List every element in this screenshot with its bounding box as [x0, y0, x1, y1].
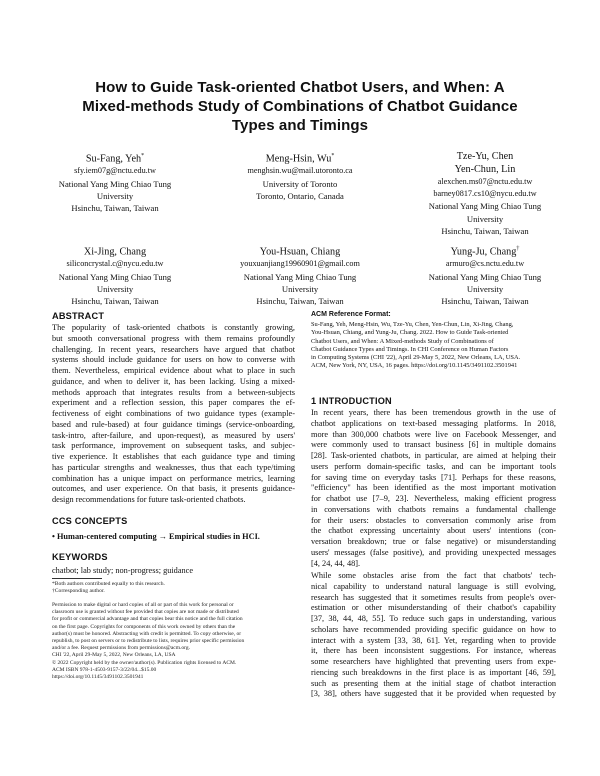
text-line: republish, to post on servers or to redistribute to lists, requires prior specific permission: [52, 638, 245, 645]
text-line: challenging. In recent years, researchers have argued that chatbot: [52, 344, 295, 354]
introduction-body: [311, 408, 556, 569]
text-line: for profit or commercial advantage and that copies bear this notice and the full citation: [52, 616, 243, 623]
text-line: experiment and a reflection session, this paper compares the ef-: [52, 398, 295, 408]
author-name: Su-Fang, Yeh*: [85, 153, 145, 165]
paper-title: [60, 78, 540, 135]
text-line: based and rule-based) at four guidance timings (service-onboarding,: [52, 419, 295, 429]
footnote-rule: [52, 578, 102, 579]
text-line: Su-Fang, Yeh, Meng-Hsin, Wu, Tze-Yu, Chen, Yen-Chun, Lin, Xi-Jing, Chang,: [311, 321, 514, 328]
text-line: systems should include guidance for users on how to converse with: [52, 355, 295, 365]
permission-notice: [52, 602, 295, 681]
text-line: "efficiency" has been identified as the most important motivation: [311, 483, 556, 493]
text-line: ACM, New York, NY, USA, 16 pages. https://doi.org/10.1145/3491102.3501941: [311, 362, 518, 370]
text-line: and/or a fee. Request permissions from permissions@acm.org.: [52, 645, 191, 652]
text-line: methods approach that integrates results from a between-subjects: [52, 387, 295, 397]
text-line: some researchers have highlighted that preventing users from expe-: [311, 657, 556, 666]
text-line: nical capability to understand natural language is still evolving,: [311, 581, 556, 591]
text-line: chatbot applications on text-based messaging platforms. In 2018,: [311, 418, 556, 428]
author-block: [215, 243, 385, 307]
text-line: were commonly used to transact business [6] in multiple domains: [311, 440, 556, 450]
text-line: [4, 24, 44, 48].: [311, 558, 361, 568]
author-name: Yen-Chun, Lin: [454, 164, 516, 175]
keywords-text: chatbot; lab study; non-progress; guidance: [52, 566, 194, 575]
author-block: [30, 150, 200, 214]
text-line: task performance, improvement on subsequent tasks, and subjec-: [52, 441, 295, 451]
text-line: In recent years, there has been tremendous growth in the use of: [311, 408, 556, 417]
author-block: [215, 150, 385, 202]
acm-reference-text: [311, 321, 556, 371]
introduction-body-p2: [311, 571, 556, 700]
author-affiliation: Hsinchu, Taiwan, Taiwan: [256, 296, 344, 306]
text-line: task-intro, after-failure, and upon-request), as measured by users': [52, 430, 295, 440]
author-affiliation: Hsinchu, Taiwan, Taiwan: [71, 296, 159, 306]
text-line: CHI '22, April 29-May 5, 2022, New Orleans, LA, USA: [52, 652, 176, 659]
author-email[interactable]: menghsin.wu@mail.utoronto.ca: [247, 166, 353, 176]
ccs-heading: CCS CONCEPTS: [52, 516, 128, 526]
text-line: You-Hsuan, Chiang, and Yung-Ju, Chang. 2022. How to Guide Task-oriented: [311, 329, 509, 337]
text-line: on the first page. Copyrights for components of this work owned by others than the: [52, 623, 236, 630]
text-line: it, there has been inconsistent suggestions. For instance, whereas: [311, 646, 556, 656]
text-line: [37, 38, 44, 48, 55]. To reduce such gaps in understanding, various: [311, 614, 556, 623]
author-affiliation: National Yang Ming Chiao Tung: [58, 178, 172, 189]
author-affiliation: University: [466, 283, 504, 294]
author-affiliation: National Yang Ming Chiao Tung: [243, 271, 357, 282]
author-block: [400, 243, 570, 307]
footnote: †Corresponding author.: [52, 588, 105, 594]
text-line: but smooth conversational progress with them remains profoundly: [52, 333, 295, 343]
text-line: them. Nevertheless, empirical evidence about what to place in such: [52, 366, 295, 375]
author-affiliation: Toronto, Ontario, Canada: [256, 190, 344, 201]
acm-reference-heading: ACM Reference Format:: [311, 311, 391, 318]
author-name: Meng-Hsin, Wu*: [265, 153, 335, 165]
text-line: [3, 38], others have suggested that it be provided when requested by: [311, 689, 556, 699]
author-name: You-Hsuan, Chiang: [259, 246, 341, 258]
author-email[interactable]: sfy.iem07g@nctu.edu.tw: [74, 166, 156, 176]
author-affiliation: Hsinchu, Taiwan, Taiwan: [441, 225, 529, 236]
text-line: scholars have recommended providing specific guidance on how to: [311, 624, 556, 634]
author-email[interactable]: armuro@cs.nctu.edu.tw: [445, 259, 525, 269]
author-affiliation: University: [96, 283, 134, 294]
text-line: [28]. Task-oriented chatbots, in particular, are aimed at helping their: [311, 451, 556, 460]
author-email[interactable]: barney0817.cs10@nycu.edu.tw: [433, 189, 537, 199]
text-line: author(s) must be honored. Abstracting with credit is permitted. To copy otherwise, or: [52, 630, 242, 637]
author-name: Xi-Jing, Chang: [83, 246, 147, 258]
introduction-heading: 1 INTRODUCTION: [311, 396, 392, 406]
text-line: research has suggested that it sometimes results from people's over-: [311, 592, 556, 602]
text-line: has particular strengths and weaknesses, thus that each type/timing: [52, 462, 295, 472]
text-line: Chatbot Users, and When: A Mixed-methods Study of Combinations of: [311, 337, 494, 345]
text-line: guidance, and when to deliver it, has been lacking. Using a mixed-: [52, 376, 295, 386]
text-line: While some obstacles arise from the fact that chatbots' tech-: [311, 571, 556, 580]
author-affiliation: University: [281, 283, 319, 294]
author-block: [30, 243, 200, 307]
text-line: outcomes, and user experience. On that basis, it presents guidance-: [52, 484, 295, 494]
author-affiliation: National Yang Ming Chiao Tung: [58, 271, 172, 282]
title-line: Types and Timings: [231, 117, 369, 134]
text-line: https://doi.org/10.1145/3491102.3501941: [52, 674, 144, 681]
author-affiliation: Hsinchu, Taiwan, Taiwan: [71, 203, 159, 213]
author-affiliation: National Yang Ming Chiao Tung: [428, 271, 542, 282]
text-line: users perform domain-specific tasks, and can be important tools: [311, 461, 556, 471]
text-line: estimation or other misunderstanding of their chatbot's capability: [311, 603, 556, 613]
text-line: fectiveness of eight combinations of two guidance types (example-: [52, 409, 295, 418]
text-line: tive experience. It establishes that each guidance type and timing: [52, 452, 295, 461]
author-affiliation: University: [466, 213, 504, 224]
text-line: Chatbot Guidance Types and Timings. In CHI Conference on Human Factors: [311, 345, 509, 353]
title-line: How to Guide Task-oriented Chatbot Users, and When: A: [95, 79, 505, 96]
author-affiliation: Hsinchu, Taiwan, Taiwan: [441, 296, 529, 306]
text-line: in Computing Systems (CHI '22), April 29-May 5, 2022, New Orleans, LA, USA.: [311, 354, 521, 362]
author-affiliation: National Yang Ming Chiao Tung: [428, 201, 542, 212]
author-block: [400, 150, 570, 237]
author-affiliation: University: [96, 190, 134, 201]
text-line: © 2022 Copyright held by the owner/author(s). Publication rights licensed to ACM.: [52, 659, 237, 666]
text-line: interact with a system [33, 38, 61]. Yet, regarding when to provide: [311, 635, 556, 645]
text-line: more than 300,000 chatbots were live on Facebook Messenger, and: [311, 429, 556, 439]
author-affiliation: University of Toronto: [262, 178, 338, 189]
author-email[interactable]: youxuanjiang19960901@gmail.com: [240, 259, 360, 269]
author-email[interactable]: alexchen.ms07@nctu.edu.tw: [437, 177, 533, 186]
keywords-heading: KEYWORDS: [52, 552, 108, 562]
text-line: The popularity of task-oriented chatbots is constantly growing,: [52, 323, 295, 332]
text-line: classroom use is granted without fee provided that copies are not made or distributed: [52, 609, 239, 616]
text-line: users' messages (false positive), and providing unexpected messages: [311, 547, 556, 557]
text-line: design recommendations for future task-oriented chatbots.: [52, 495, 246, 504]
text-line: in conversations with chatbots remains a fundamental challenge: [311, 504, 556, 514]
text-line: riencing such breakdowns in the first place is as important [46, 59],: [311, 667, 556, 677]
text-line: for their users: obstacles to conversation commonly arise from: [311, 515, 556, 525]
author-name: Tze-Yu, Chen: [456, 151, 514, 162]
text-line: for chatbot use [7–9, 23]. Nevertheless, making efficient progress: [311, 494, 556, 503]
text-line: combination has a unique impact on performance metrics, learning: [52, 473, 295, 483]
ccs-concepts: [52, 532, 260, 541]
ccs-text: • Human-centered computing → Empirical studies in HCI.: [52, 532, 260, 541]
abstract-heading: ABSTRACT: [52, 311, 105, 321]
text-line: for saving time on everyday tasks [71]. Perhaps for these reasons,: [311, 472, 556, 482]
text-line: such as presenting them at the initial stage of chatbot interaction: [311, 678, 556, 688]
text-line: ACM ISBN 978-1-4503-9157-3/22/04...$15.00: [52, 666, 157, 673]
abstract-body: [52, 323, 295, 506]
text-line: versation breakdown; true or false negative) or misunderstanding: [311, 537, 556, 546]
author-email[interactable]: siliconcrystal.c@nycu.edu.tw: [66, 259, 164, 269]
text-line: Permission to make digital or hard copies of all or part of this work for personal or: [52, 602, 234, 608]
title-line: Mixed-methods Study of Combinations of Chatbot Guidance: [82, 98, 518, 115]
footnote: *Both authors contributed equally to this research.: [52, 581, 165, 587]
author-name: Yung-Ju, Chang†: [450, 246, 520, 258]
text-line: the chatbot expressing uncertainty about users' intentions (con-: [311, 526, 556, 536]
